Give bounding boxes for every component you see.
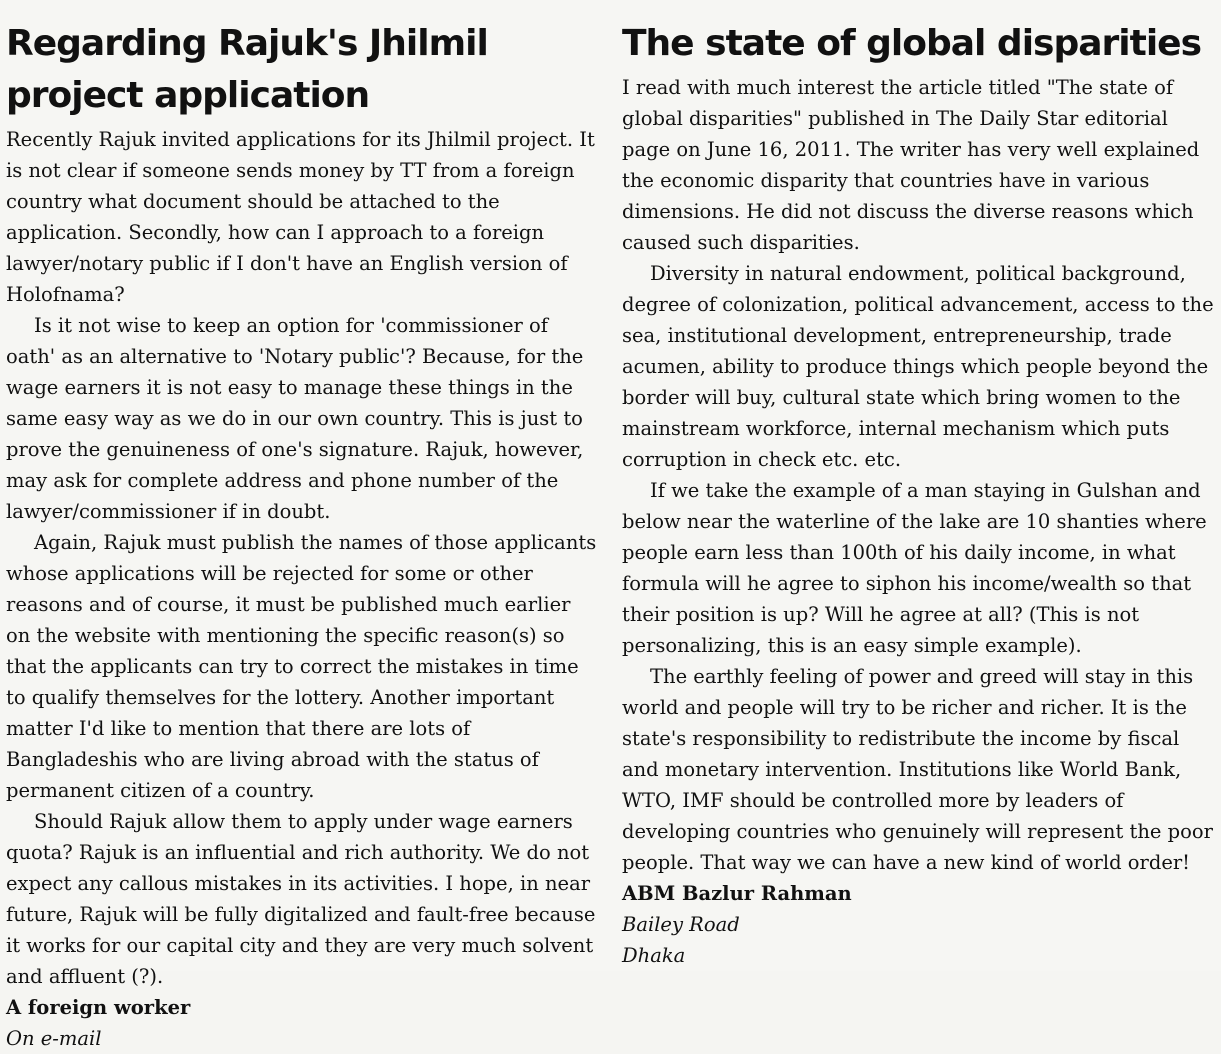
signature-address-street: Bailey Road [622,913,740,936]
paragraph: Again, Rajuk must publish the names of those applicants whose applications will be rejected for some or other reasons and of course, it must be published much earlier on the website with mentioning the specific reason(s) so that the applicants can try to correct the mistakes in time to qualify themselves for the lottery. Another important matter I'd like to mention that there are lots of Bangladeshis who are living abroad with the status of permanent citizen of a country. [6,531,597,802]
paragraph: Should Rajuk allow them to apply under wage earners quota? Rajuk is an influential and rich authority. We do not expect any callous mistakes in its activities. I hope, in near future, Rajuk will be fully digitalized and fault-free because it works for our capital city and they are very much solvent and affluent (?). [6,810,596,988]
paragraph: The earthly feeling of power and greed will stay in this world and people will try to be richer and richer. It is the state's responsibility to redistribute the income by fiscal and monetary intervention. Institutions like World Bank, WTO, IMF should be controlled more by leaders of developing countries who genuinely will represent the poor people. That way we can have a new kind of world order! [622,665,1213,874]
paragraph: If we take the example of a man staying in Gulshan and below near the waterline of the lake are 10 shanties where people earn less than 100th of his daily income, in what formula will he agree to siphon his income/wealth so that their position is up? Will he agree at all? (This is not personalizing, this is an easy simple example). [622,479,1207,657]
signature-address-city: Dhaka [622,944,686,967]
signature-source: On e-mail [6,1027,102,1050]
letter-column-rajuk [6,18,598,1050]
paragraph: Recently Rajuk invited applications for its Jhilmil project. It is not clear if someone sends money by TT from a foreign country what document should be attached to the application. Secondly, how can I approach to a foreign lawyer/notary public if I don't have an English version of Holofnama? [6,128,595,306]
signature-name: A foreign worker [6,996,191,1019]
headline-disparities: The state of global disparities [622,23,1202,64]
signature-name: ABM Bazlur Rahman [622,882,852,905]
letter-column-disparities [622,18,1214,967]
paragraph: Diversity in natural endowment, political background, degree of colonization, political advancement, access to the sea, institutional development, entrepreneurship, trade acumen, ability to produce things which people beyond the border will buy, cultural state which bring women to the mainstream workforce, internal mechanism which puts corruption in check etc. etc. [622,262,1214,471]
paragraph: Is it not wise to keep an option for 'commissioner of oath' as an alternative to 'Notary public'? Because, for the wage earners it is not easy to manage these things in the same easy way as we do in our own country. This is just to prove the genuineness of one's signature. Rajuk, however, may ask for complete address and phone number of the lawyer/commissioner if in doubt. [6,314,584,523]
paragraph: I read with much interest the article titled "The state of global disparities" published in The Daily Star editorial page on June 16, 2011. The writer has very well explained the economic disparity that countries have in various dimensions. He did not discuss the diverse reasons which caused such disparities. [622,76,1200,254]
headline-rajuk: Regarding Rajuk's Jhilmil project application [6,23,488,116]
